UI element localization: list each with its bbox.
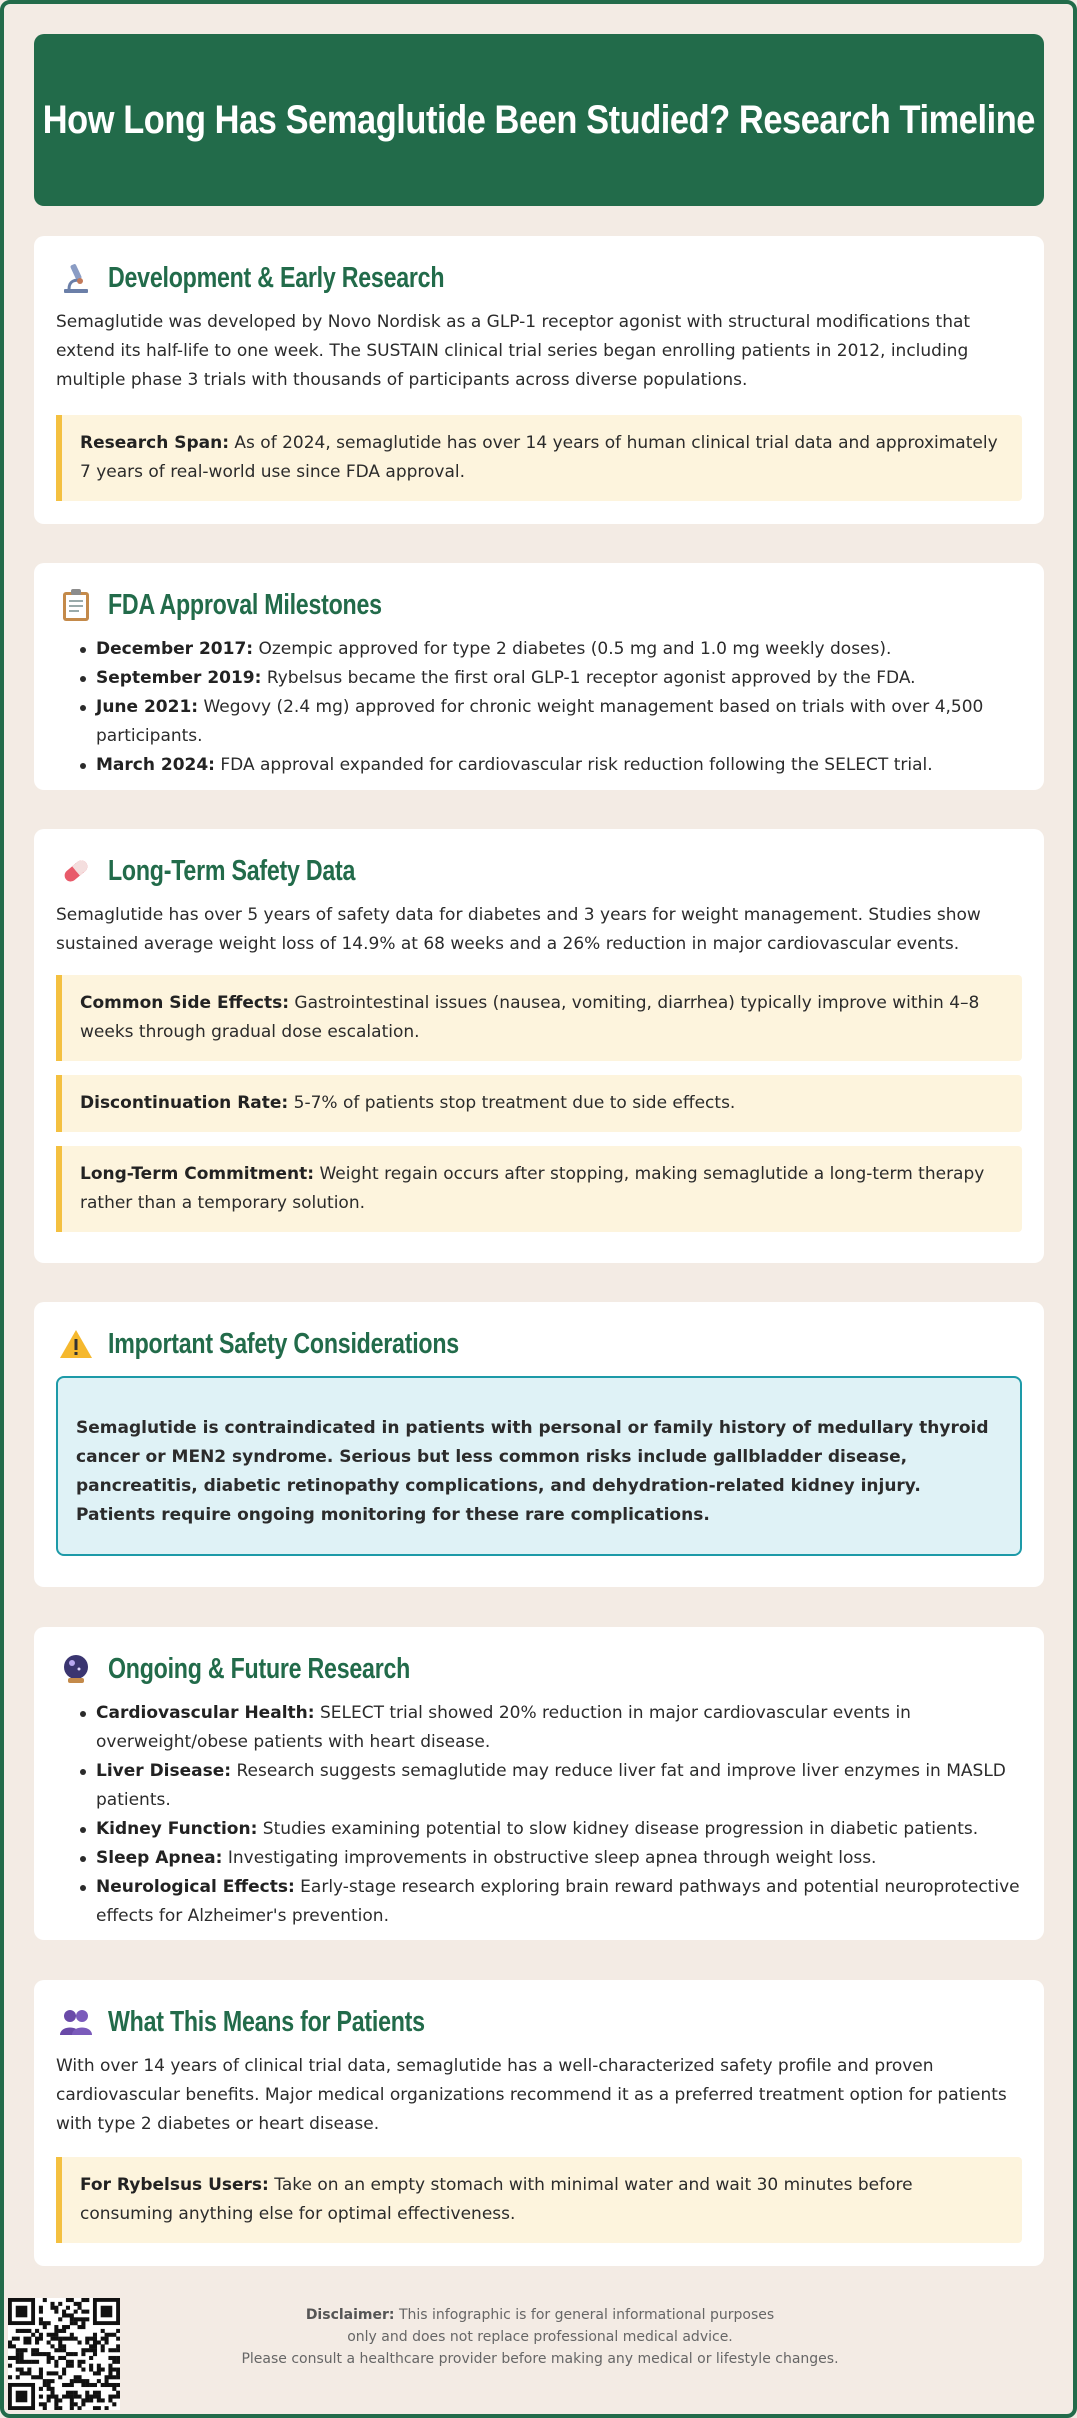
- section-title: Ongoing & Future Research: [108, 1652, 411, 1685]
- card-header: [56, 1324, 1022, 1364]
- section-body: Semaglutide has over 5 years of safety data for diabetes and 3 years for weight management. Studies show sustained average weight loss of 14.9% at 68 weeks and a 26% reduction in major cardiovascular events.: [56, 905, 981, 954]
- list-item: June 2021: Wegovy (2.4 mg) approved for chronic weight management based on trials with over 4,500 participants.: [56, 693, 1022, 751]
- section-title: Development & Early Research: [108, 261, 445, 294]
- safety-alert-box: Semaglutide is contraindicated in patients with personal or family history of medullary thyroid cancer or MEN2 syndrome. Serious but less common risks include gallbladder disease, pancreatitis, diabetic retinopathy complications, and dehydration-related kidney injury. Patients require ongoing monitoring for these rare complications.: [56, 1376, 1022, 1556]
- research-span-note: [56, 415, 1022, 501]
- section-title: What This Means for Patients: [108, 2005, 425, 2038]
- list-item: Liver Disease: Research suggests semaglutide may reduce liver fat and improve liver enzymes in MASLD patients.: [56, 1757, 1022, 1815]
- list-item: Neurological Effects: Early-stage research exploring brain reward pathways and potential neuroprotective effects for Alzheimer's prevention.: [56, 1873, 1022, 1931]
- note-text: As of 2024, semaglutide has over 14 years of human clinical trial data and approximately 7 years of real-world use since FDA approval.: [80, 433, 998, 482]
- card-header: [56, 585, 1022, 625]
- list-item: Cardiovascular Health: SELECT trial showed 20% reduction in major cardiovascular events in overweight/obese patients with heart disease.: [56, 1699, 1022, 1757]
- warning-icon: [56, 1324, 96, 1364]
- crystal-ball-icon: [56, 1649, 96, 1689]
- commitment-note: Long-Term Commitment: Weight regain occurs after stopping, making semaglutide a long-term therapy rather than a temporary solution.: [56, 1146, 1022, 1232]
- microscope-icon: [56, 258, 96, 298]
- card-patients: [34, 1980, 1044, 2266]
- card-header: [56, 2002, 1022, 2042]
- list-item: March 2024: FDA approval expanded for cardiovascular risk reduction following the SELECT trial.: [56, 751, 1022, 780]
- rybelsus-note: For Rybelsus Users: Take on an empty stomach with minimal water and wait 30 minutes before consuming anything else for optimal effectiveness.: [56, 2157, 1022, 2243]
- section-title: FDA Approval Milestones: [108, 588, 382, 621]
- qr-code: [8, 2298, 120, 2410]
- card-header: [56, 1649, 1022, 1689]
- disclaimer: [180, 2304, 900, 2370]
- card-long-term-safety: [34, 829, 1044, 1263]
- card-future-research: [34, 1627, 1044, 1940]
- disclaimer-label: Disclaimer:: [305, 2307, 395, 2323]
- section-title: Important Safety Considerations: [108, 1327, 459, 1360]
- milestone-list: [56, 635, 1022, 780]
- list-item: September 2019: Rybelsus became the first oral GLP-1 receptor agonist approved by the FDA.: [56, 664, 1022, 693]
- people-icon: [56, 2002, 96, 2042]
- side-effects-note: Common Side Effects: Gastrointestinal issues (nausea, vomiting, diarrhea) typically improve within 4–8 weeks through gradual dose escalation.: [56, 975, 1022, 1061]
- section-body: Semaglutide was developed by Novo Nordisk as a GLP-1 receptor agonist with structural modifications that extend its half-life to one week. The SUSTAIN clinical trial series began enrolling patients in 2012, including multiple phase 3 trials with thousands of participants across diverse populations.: [56, 312, 971, 390]
- card-safety-considerations: [34, 1302, 1044, 1587]
- card-header: [56, 258, 1022, 298]
- pill-icon: [56, 851, 96, 891]
- clipboard-icon: [56, 585, 96, 625]
- page-title: How Long Has Semaglutide Been Studied? Research Timeline: [42, 97, 1036, 142]
- discontinuation-note: Discontinuation Rate: 5-7% of patients stop treatment due to side effects.: [56, 1075, 1022, 1132]
- section-title: Long-Term Safety Data: [108, 854, 356, 887]
- disclaimer-line-3: Please consult a healthcare provider before making any medical or lifestyle changes.: [241, 2351, 839, 2367]
- card-fda-milestones: [34, 563, 1044, 790]
- list-item: December 2017: Ozempic approved for type 2 diabetes (0.5 mg and 1.0 mg weekly doses).: [56, 635, 1022, 664]
- page-header: [34, 34, 1044, 206]
- disclaimer-line-1: This infographic is for general informational purposes: [394, 2307, 775, 2323]
- list-item: Kidney Function: Studies examining potential to slow kidney disease progression in diabetic patients.: [56, 1815, 1022, 1844]
- card-header: [56, 851, 1022, 891]
- disclaimer-line-2: only and does not replace professional medical advice.: [347, 2329, 733, 2345]
- section-body: With over 14 years of clinical trial data, semaglutide has a well-characterized safety profile and proven cardiovascular benefits. Major medical organizations recommend it as a preferred treatment option for patients with type 2 diabetes or heart disease.: [56, 2056, 1007, 2134]
- research-list: [56, 1699, 1022, 1931]
- note-label: Research Span:: [80, 433, 230, 453]
- list-item: Sleep Apnea: Investigating improvements in obstructive sleep apnea through weight loss.: [56, 1844, 1022, 1873]
- card-development: [34, 236, 1044, 524]
